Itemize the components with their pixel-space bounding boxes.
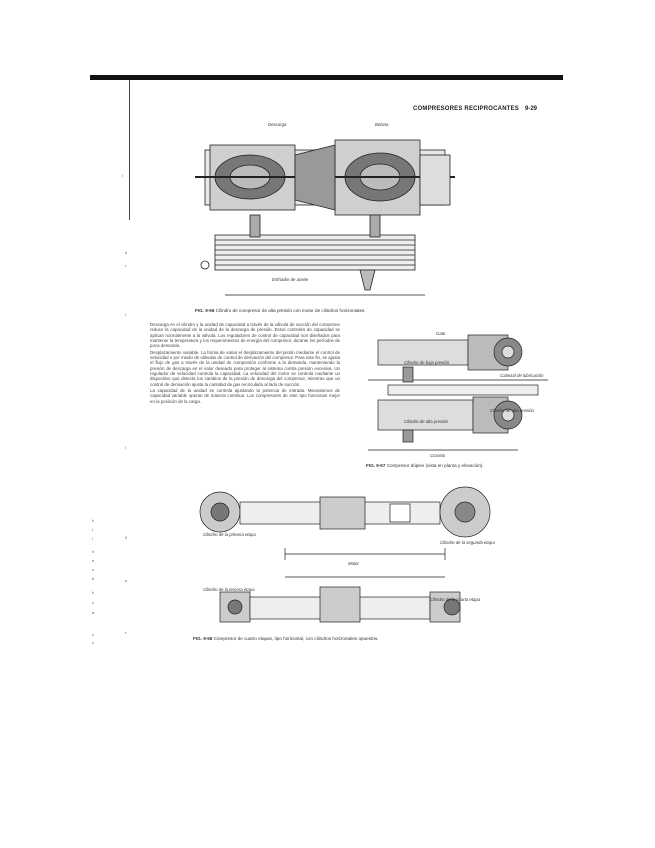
figure-3-caption-text: Compresor de cuatro etapas, tipo horizontal, con cilindros horizontales opuestos. [213, 636, 379, 641]
figure-3-drawing [190, 482, 500, 632]
figure-1-caption [195, 308, 366, 313]
top-rule [90, 75, 563, 80]
margin-mark: i [92, 536, 93, 541]
fig2-label-top: Gato [436, 331, 446, 336]
figure-3-caption [193, 636, 378, 641]
figure-1-caption-label: FIG. 9-56 [195, 308, 215, 313]
margin-mark: v [92, 632, 94, 637]
margin-mark: v [92, 567, 94, 572]
body-text [150, 322, 340, 405]
running-title: COMPRESORES RECIPROCANTES [413, 106, 520, 112]
margin-mark: ii [92, 549, 94, 554]
fig3-label-right-top: Cilindro de la segunda etapa [440, 540, 495, 545]
margin-mark: r [125, 630, 127, 635]
margin-mark: n [92, 558, 95, 563]
margin-mark: ii [125, 250, 127, 255]
margin-mark: i [125, 445, 126, 450]
margin-mark: i [125, 312, 126, 317]
figure-2-caption [366, 463, 484, 468]
figure-1-caption-text: Cilindro de compresor de alta presión con motor de cilindros horizontales. [215, 308, 366, 313]
fig2-label-right2: Cilindro de alta presión [490, 408, 534, 413]
fig2-label-mid1: Cilindro de baja presión [404, 360, 450, 365]
fig3-label-dimension: Motor [348, 561, 359, 566]
margin-mark: v [92, 600, 94, 605]
fig1-label-top-right: Bobina [375, 122, 389, 127]
fig1-label-bottom: Enfriador de aceite [272, 277, 309, 282]
margin-mark: ii [92, 590, 94, 595]
margin-mark: i [122, 173, 123, 178]
margin-mark: v [92, 640, 94, 645]
margin-mark: r [125, 263, 127, 268]
fig2-label-mid2: Cilindro de alta presión [404, 419, 448, 424]
margin-mark: i [92, 527, 93, 532]
page-number: 9-29 [525, 106, 538, 112]
body-paragraph-2: Desplazamiento variable. La forma de variar el desplazamiento del pistón mediante el control de velocidad o por medio de válvulas de control de derivación del compresor. Para este fin, se ajusta el flujo de gas a través de la unidad de compresión conforme a la demanda, manteniendo la presión de descarga en el valor deseado para proteger al sistema contra presión excesiva. Un regulador de velocidad controla la capacidad. La velocidad del motor se controla mediante un dispositivo que detecta los cambios de la presión de descarga del compresor, mientras que un control de derivación ajusta la cantidad de gas recirculado al lado de succión. [150, 349, 340, 387]
fig3-label-left-top: Cilindro de la primera etapa [203, 532, 256, 537]
margin-mark: a [92, 610, 95, 615]
margin-mark: ii [125, 535, 127, 540]
fig1-label-top-left: Descarga [268, 122, 287, 127]
figure-3-caption-label: FIG. 9-58 [193, 636, 213, 641]
figure-2-caption-label: FIG. 9-57 [366, 463, 386, 468]
figure-1-drawing [195, 125, 455, 300]
figure-2-drawing [368, 325, 548, 460]
fig3-label-left-bottom: Cilindro de la tercera etapa [203, 587, 255, 592]
margin-rule [129, 80, 130, 220]
figure-2-caption-text: Compresor dúplex (vista en planta y elevación). [386, 463, 484, 468]
fig2-label-right1: Cabezal de lubricación [500, 373, 544, 378]
margin-mark: s [125, 578, 127, 583]
fig2-label-bottom: Cruceta [430, 453, 446, 458]
body-paragraph-3: La capacidad de la unidad se controla ajustando la potencia de entrada. Mecanismos de capacidad variable operan de manera continua. Los compresores de este tipo funcionan mejor en la posición de la carga. [150, 388, 340, 404]
body-paragraph-1: Descarga en el cilindro y la unidad de capacidad a través de la válvula de succión del compresor reduce la capacidad de la unidad de la descarga de presión. Estos controles de capacidad se aplican normalmente a la válvula. Los reguladores de control de capacidad son diseñados para mantener la temperatura y los requerimientos de energía del compresor, durante los períodos de poca demanda. [150, 322, 340, 349]
margin-mark: h [92, 576, 95, 581]
margin-mark: ii [92, 518, 94, 523]
fig3-label-right-bottom: Cilindro de la cuarta etapa [430, 597, 481, 602]
